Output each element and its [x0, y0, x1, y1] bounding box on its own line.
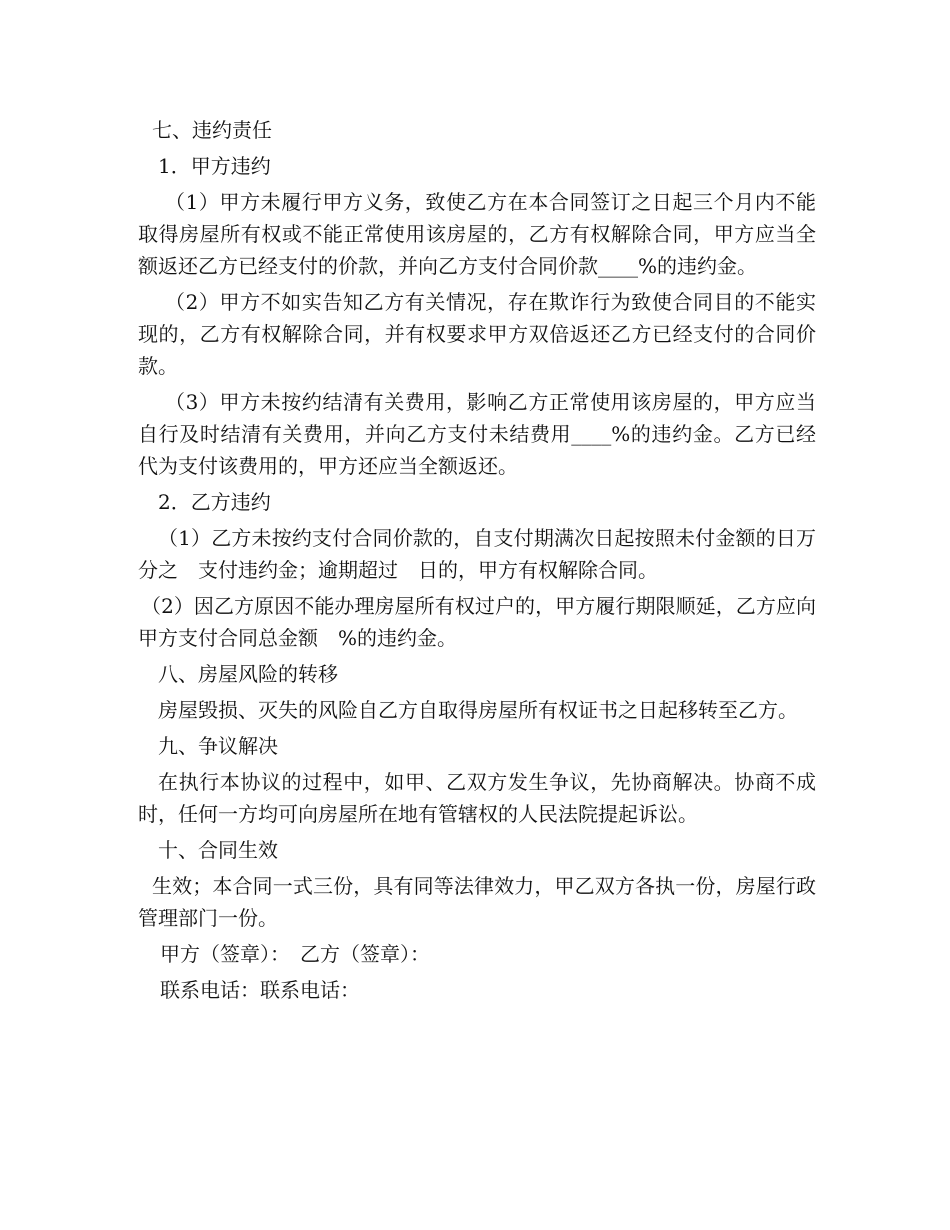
section-10-heading: 十、合同生效: [158, 838, 278, 862]
signature-line: 甲方（签章）： 乙方（签章）：: [160, 942, 430, 966]
clause-7-1-3: （3）甲方未按约结清有关费用，影响乙方正常使用该房屋的，甲方应当自行及时结清有关费用，并向乙方支付未结费用____%的违约金。乙方已经代为支付该费用的，甲方还应当全额返还。: [138, 390, 816, 478]
phone-line: 联系电话：联系电话：: [160, 978, 360, 1002]
section-9-heading: 九、争议解决: [158, 734, 278, 758]
section-7-2-heading: 2．乙方违约: [158, 490, 271, 514]
clause-8: 房屋毁损、灭失的风险自乙方自取得房屋所有权证书之日起移转至乙方。: [158, 698, 798, 722]
section-8-heading: 八、房屋风险的转移: [158, 662, 338, 686]
clause-10: 生效；本合同一式三份，具有同等法律效力，甲乙双方各执一份，房屋行政管理部门一份。: [138, 874, 816, 930]
clause-7-2-2: （2）因乙方原因不能办理房屋所有权过户的，甲方履行期限顺延，乙方应向甲方支付合同总金额 %的违约金。: [138, 594, 816, 650]
contract-text: [138, 114, 816, 1010]
clause-7-1-1: （1）甲方未履行甲方义务，致使乙方在本合同签订之日起三个月内不能取得房屋所有权或不能正常使用该房屋的，乙方有权解除合同，甲方应当全额返还乙方已经支付的价款，并向乙方支付合同价款____%的违约金。: [138, 190, 816, 278]
clause-7-2-1: （1）乙方未按约支付合同价款的，自支付期满次日起按照未付金额的日万分之 支付违约金；逾期超过 日的，甲方有权解除合同。: [138, 526, 816, 582]
section-7-1-heading: 1．甲方违约: [158, 154, 271, 178]
section-7-heading: 七、违约责任: [152, 118, 272, 142]
clause-9: 在执行本协议的过程中，如甲、乙双方发生争议，先协商解决。协商不成时，任何一方均可向房屋所在地有管辖权的人民法院提起诉讼。: [138, 770, 816, 826]
clause-7-1-2: （2）甲方不如实告知乙方有关情况，存在欺诈行为致使合同目的不能实现的，乙方有权解除合同，并有权要求甲方双倍返还乙方已经支付的合同价款。: [138, 290, 816, 378]
